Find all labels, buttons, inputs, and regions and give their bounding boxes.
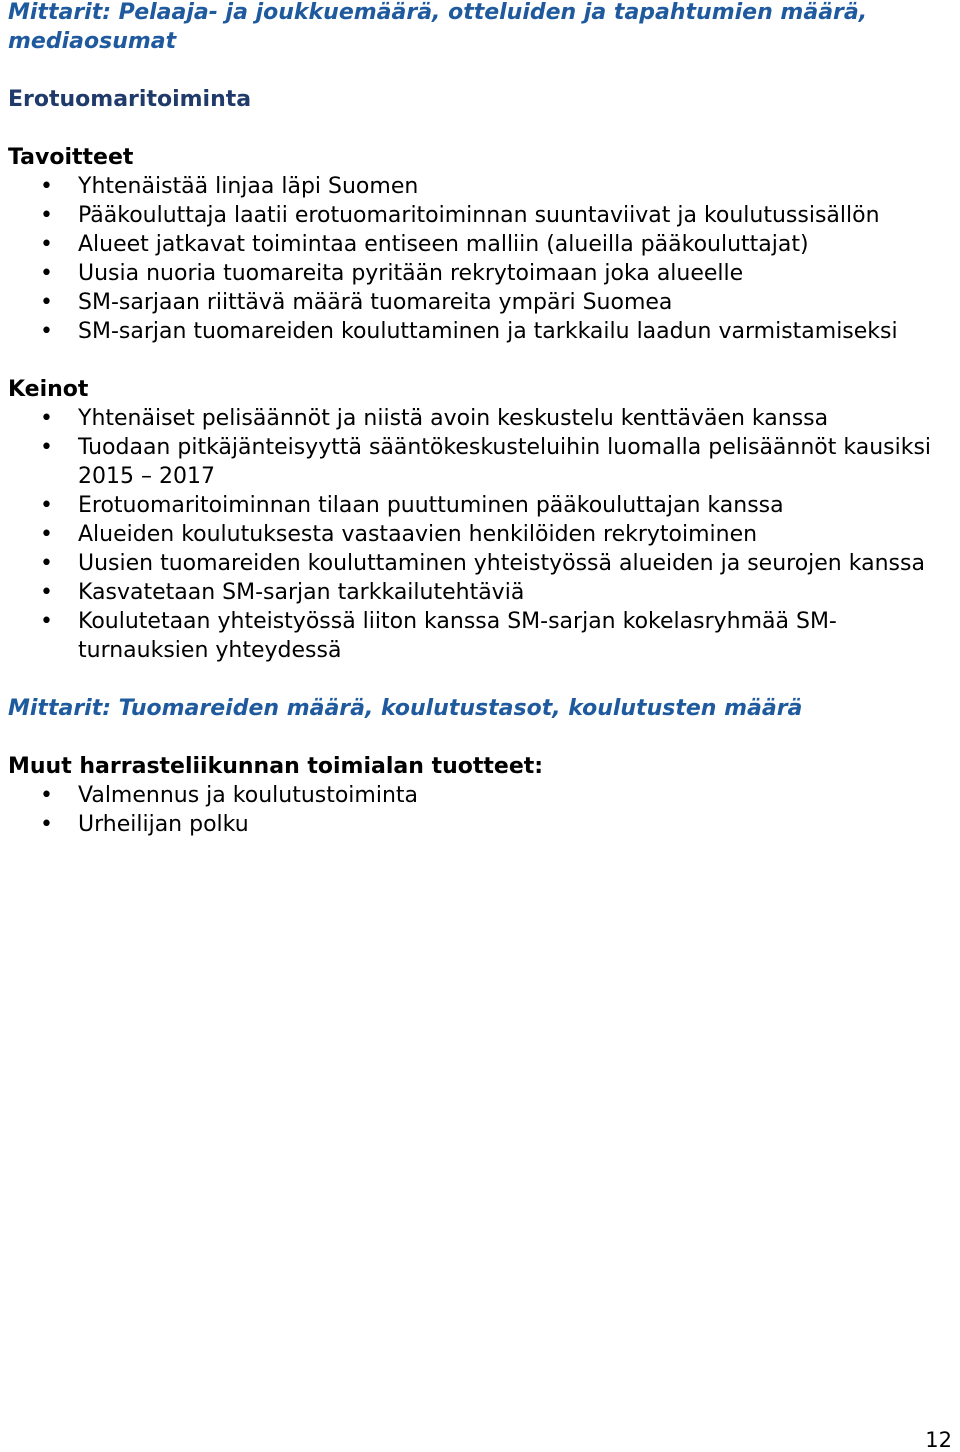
list-item <box>8 230 953 259</box>
list-item <box>8 578 953 607</box>
bullet-icon: • <box>40 290 53 315</box>
list-item <box>8 433 953 491</box>
list-item-text: Alueiden koulutuksesta vastaavien henkilöiden rekrytoiminen <box>78 522 758 547</box>
list-item-text: Alueet jatkavat toimintaa entiseen malliin (alueilla pääkouluttajat) <box>78 232 809 257</box>
bullet-icon: • <box>40 406 53 431</box>
bullet-icon: • <box>40 261 53 286</box>
list-item-text: Erotuomaritoiminnan tilaan puuttuminen pääkouluttajan kanssa <box>78 493 784 518</box>
list-item <box>8 317 953 346</box>
document-page <box>8 0 953 839</box>
bullet-icon: • <box>40 812 53 837</box>
metrics-line-top: Mittarit: Pelaaja- ja joukkuemäärä, otteluiden ja tapahtumien määrä, mediaosumat <box>8 0 868 54</box>
bullet-icon: • <box>40 609 53 634</box>
list-item-text: Koulutetaan yhteistyössä liiton kanssa SM-sarjan kokelasryhmää SM-turnauksien yhteydessä <box>78 609 837 663</box>
bullet-icon: • <box>40 522 53 547</box>
bullet-icon: • <box>40 174 53 199</box>
bullet-icon: • <box>40 319 53 344</box>
list-item <box>8 201 953 230</box>
list-item <box>8 607 953 665</box>
list-item <box>8 549 953 578</box>
list-item-text: Uusien tuomareiden kouluttaminen yhteistyössä alueiden ja seurojen kanssa <box>78 551 925 576</box>
bullet-icon: • <box>40 435 53 460</box>
list-item <box>8 404 953 433</box>
bullet-icon: • <box>40 783 53 808</box>
means-heading: Keinot <box>8 377 89 402</box>
list-item-text: Yhtenäiset pelisäännöt ja niistä avoin keskustelu kenttäväen kanssa <box>78 406 829 431</box>
other-products-heading: Muut harrasteliikunnan toimialan tuotteet: <box>8 754 544 779</box>
bullet-icon: • <box>40 232 53 257</box>
list-item-text: Valmennus ja koulutustoiminta <box>78 783 419 808</box>
list-item-text: SM-sarjaan riittävä määrä tuomareita ympäri Suomea <box>78 290 673 315</box>
list-item-text: Tuodaan pitkäjänteisyyttä sääntökeskusteluihin luomalla pelisäännöt kausiksi 2015 – 2017 <box>78 435 932 489</box>
list-item-text: Pääkouluttaja laatii erotuomaritoiminnan suuntaviivat ja koulutussisällön <box>78 203 880 228</box>
goals-list <box>8 172 953 346</box>
list-item <box>8 491 953 520</box>
list-item <box>8 172 953 201</box>
list-item <box>8 288 953 317</box>
list-item-text: SM-sarjan tuomareiden kouluttaminen ja tarkkailu laadun varmistamiseksi <box>78 319 898 344</box>
list-item-text: Yhtenäistää linjaa läpi Suomen <box>78 174 419 199</box>
means-list <box>8 404 953 665</box>
other-products-list <box>8 781 953 839</box>
list-item <box>8 781 953 810</box>
bullet-icon: • <box>40 551 53 576</box>
list-item <box>8 520 953 549</box>
bullet-icon: • <box>40 203 53 228</box>
section-title: Erotuomaritoiminta <box>8 87 252 112</box>
bullet-icon: • <box>40 580 53 605</box>
page-number: 12 <box>925 1428 952 1452</box>
bullet-icon: • <box>40 493 53 518</box>
list-item-text: Uusia nuoria tuomareita pyritään rekrytoimaan joka alueelle <box>78 261 744 286</box>
list-item <box>8 259 953 288</box>
spacer <box>8 665 953 694</box>
list-item-text: Urheilijan polku <box>78 812 249 837</box>
metrics-line-referees: Mittarit: Tuomareiden määrä, koulutustasot, koulutusten määrä <box>8 696 803 721</box>
list-item <box>8 810 953 839</box>
goals-heading: Tavoitteet <box>8 145 134 170</box>
list-item-text: Kasvatetaan SM-sarjan tarkkailutehtäviä <box>78 580 525 605</box>
